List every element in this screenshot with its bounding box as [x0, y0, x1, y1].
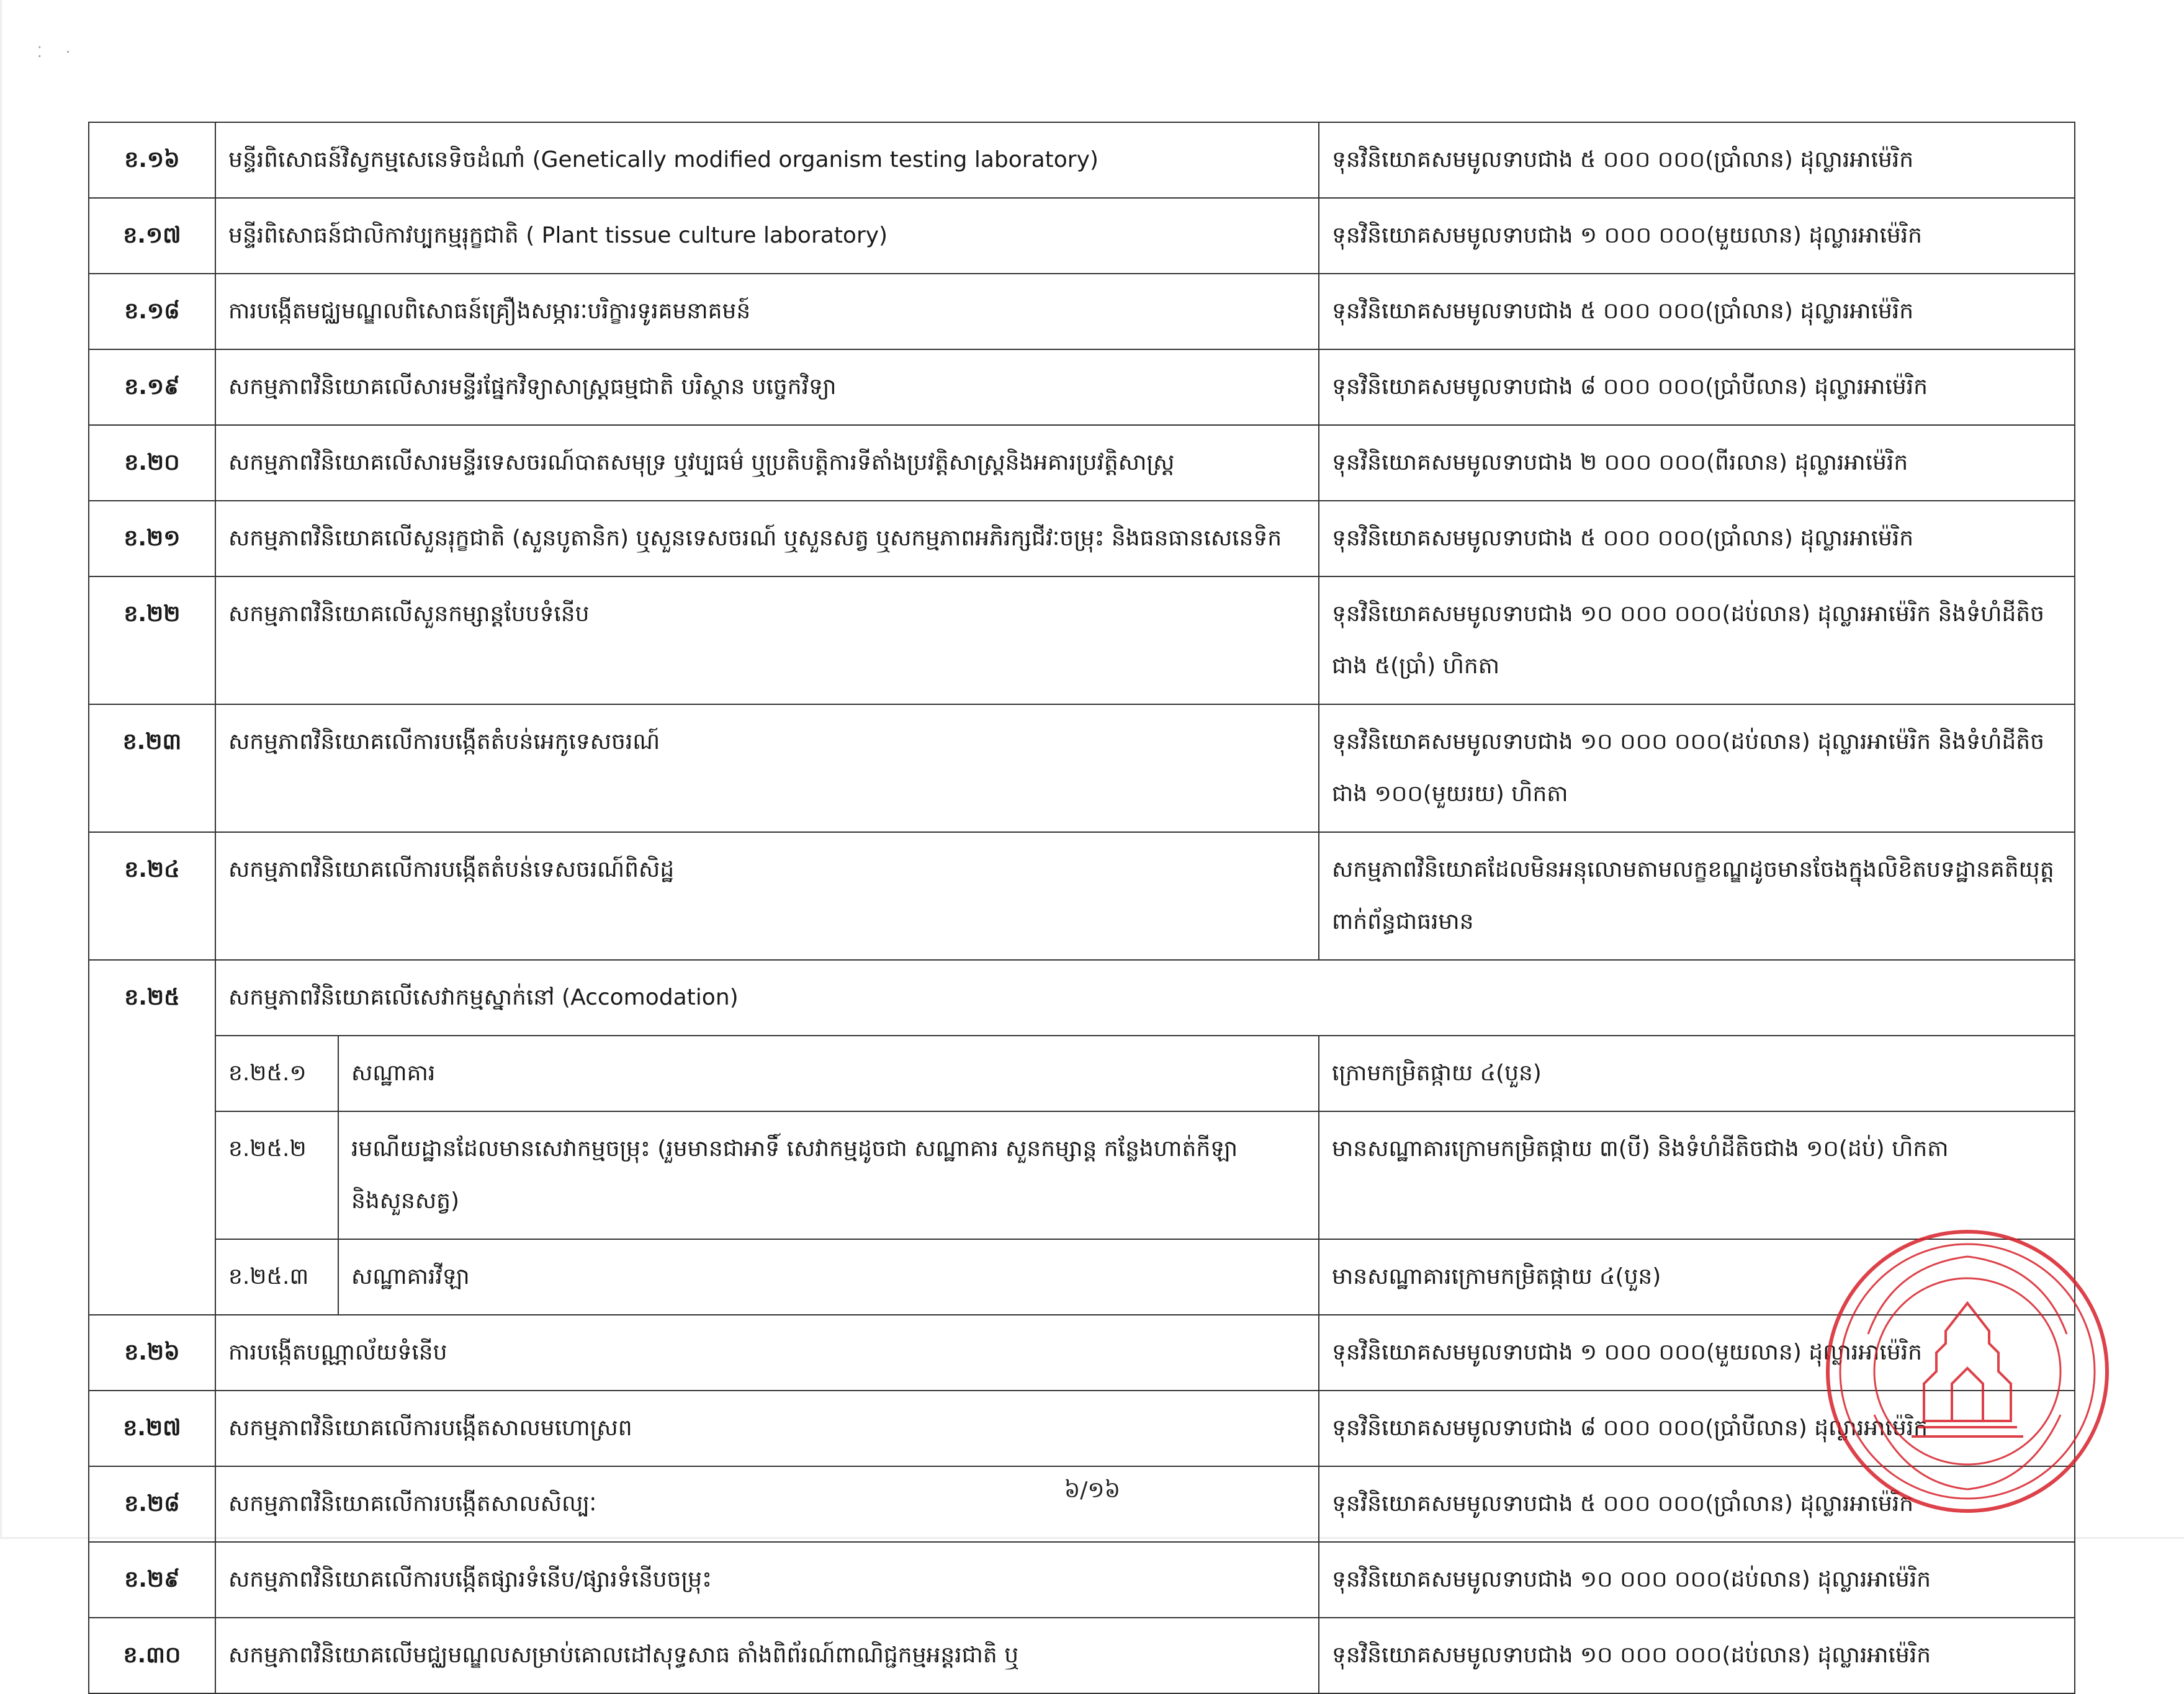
table-subrow: [89, 1036, 2075, 1111]
activity-cell: សកម្មភាពវិនិយោគលើមជ្ឈមណ្ឌលសម្រាប់គោលដៅសុទ្ធសាធ តាំងពិព័រណ៍ពាណិជ្ជកម្មអន្តរជាតិ ឬ: [215, 1618, 1319, 1693]
condition-cell: ទុនវិនិយោគសមមូលទាបជាង ១០ ០០០ ០០០(ដប់លាន) ដុល្លារអាម៉េរិក: [1319, 1618, 2075, 1693]
condition-cell: ទុនវិនិយោគសមមូលទាបជាង ១ ០០០ ០០០(មួយលាន) ដុល្លារអាម៉េរិក: [1319, 1315, 2075, 1391]
official-seal-stamp: [1818, 1222, 2116, 1520]
activity-cell: សកម្មភាពវិនិយោគលើការបង្កើតតំបន់ទេសចរណ៍ពិសិដ្ឋ: [215, 832, 1319, 960]
table-subrow: [89, 1111, 2075, 1239]
activity-cell: មន្ទីរពិសោធន៍ជាលិកាវប្បកម្មរុក្ខជាតិ ( Plant tissue culture laboratory): [215, 198, 1319, 274]
row-number: ខ.២១: [89, 501, 215, 576]
row-number: ខ.២៨: [89, 1466, 215, 1542]
row-number: ខ.២៣: [89, 704, 215, 832]
angkor-temple-emblem: [1912, 1303, 2023, 1436]
row-number: ខ.២៩: [89, 1542, 215, 1618]
page-number: ៦/១៦: [1064, 1477, 1121, 1503]
row-number: ខ.២០: [89, 425, 215, 501]
table-row: [89, 274, 2075, 349]
activity-cell: សកម្មភាពវិនិយោគលើសារមន្ទីរផ្នែកវិទ្យាសាស្ត្រធម្មជាតិ បរិស្ថាន បច្ចេកវិទ្យា: [215, 349, 1319, 425]
table-row: [89, 1315, 2075, 1391]
group-activity-cell: សកម្មភាពវិនិយោគលើសេវាកម្មស្នាក់នៅ (Accomodation): [215, 960, 2075, 1036]
activity-cell: សកម្មភាពវិនិយោគលើការបង្កើតសាលសិល្បៈ: [215, 1466, 1319, 1542]
row-number: ខ.១៦: [89, 122, 215, 198]
condition-cell: ទុនវិនិយោគសមមូលទាបជាង ៥ ០០០ ០០០(ប្រាំលាន) ដុល្លារអាម៉េរិក: [1319, 1466, 2075, 1542]
condition-cell: ទុនវិនិយោគសមមូលទាបជាង ១ ០០០ ០០០(មួយលាន) ដុល្លារអាម៉េរិក: [1319, 198, 2075, 274]
activity-cell: សកម្មភាពវិនិយោគលើការបង្កើតតំបន់អេកូទេសចរណ៍: [215, 704, 1319, 832]
subrow-number: ខ.២៥.១: [215, 1036, 338, 1111]
table-row: [89, 1618, 2075, 1693]
stamp-lettering: [1868, 1257, 2067, 1489]
row-number: ខ.២២: [89, 576, 215, 704]
row-number: ខ.១៨: [89, 274, 215, 349]
row-number: ខ.៣០: [89, 1618, 215, 1693]
table-row: [89, 501, 2075, 576]
subrow-number: ខ.២៥.២: [215, 1111, 338, 1239]
condition-cell: ទុនវិនិយោគសមមូលទាបជាង ១០ ០០០ ០០០(ដប់លាន) ដុល្លារអាម៉េរិក និងទំហំដីតិចជាង ១០០(មួយរយ) ហិកតា: [1319, 704, 2075, 832]
table-row: [89, 832, 2075, 960]
subrow-condition-cell: មានសណ្ឋាគារក្រោមកម្រិតផ្កាយ ៤(បួន): [1319, 1239, 2075, 1315]
condition-cell: ទុនវិនិយោគសមមូលទាបជាង ៥ ០០០ ០០០(ប្រាំលាន) ដុល្លារអាម៉េរិក: [1319, 122, 2075, 198]
activity-cell: សកម្មភាពវិនិយោគលើការបង្កើតសាលមហោស្រព: [215, 1391, 1319, 1466]
subrow-condition-cell: ក្រោមកម្រិតផ្កាយ ៤(បួន): [1319, 1036, 2075, 1111]
row-number: ខ.១៧: [89, 198, 215, 274]
activity-cell: សកម្មភាពវិនិយោគលើការបង្កើតផ្សារទំនើប/ផ្សារទំនើបចម្រុះ: [215, 1542, 1319, 1618]
activity-cell: មន្ទីរពិសោធន៍វិស្វកម្មសេនេទិចដំណាំ (Genetically modified organism testing laboratory): [215, 122, 1319, 198]
table-row-group-header: [89, 960, 2075, 1036]
condition-cell: ទុនវិនិយោគសមមូលទាបជាង ១០ ០០០ ០០០(ដប់លាន) ដុល្លារអាម៉េរិក: [1319, 1542, 2075, 1618]
table-row: [89, 349, 2075, 425]
table-row: [89, 198, 2075, 274]
activity-cell: សកម្មភាពវិនិយោគលើសួនកម្សាន្តបែបទំនើប: [215, 576, 1319, 704]
table-subrow: [89, 1239, 2075, 1315]
stamp-outer-ring: [1828, 1232, 2107, 1511]
row-number: ខ.២៧: [89, 1391, 215, 1466]
activity-cell: ការបង្កើតបណ្ណាល័យទំនើប: [215, 1315, 1319, 1391]
table-row: [89, 122, 2075, 198]
condition-cell: ទុនវិនិយោគសមមូលទាបជាង ៨ ០០០ ០០០(ប្រាំបីលាន) ដុល្លារអាម៉េរិក: [1319, 349, 2075, 425]
row-number: ខ.២៦: [89, 1315, 215, 1391]
table-row: [89, 704, 2075, 832]
condition-cell: ទុនវិនិយោគសមមូលទាបជាង ៨ ០០០ ០០០(ប្រាំបីលាន) ដុល្លារអាម៉េរិក: [1319, 1391, 2075, 1466]
activity-cell: សកម្មភាពវិនិយោគលើសួនរុក្ខជាតិ (សួនបូតានិក) ឬសួនទេសចរណ៍ ឬសួនសត្វ ឬសកម្មភាពអភិរក្សជីវៈចម្រុះ និងធនធានសេនេទិក: [215, 501, 1319, 576]
row-number: ខ.២៤: [89, 832, 215, 960]
subrow-condition-cell: មានសណ្ឋាគារក្រោមកម្រិតផ្កាយ ៣(បី) និងទំហំដីតិចជាង ១០(ដប់) ហិកតា: [1319, 1111, 2075, 1239]
subrow-activity-cell: រមណីយដ្ឋានដែលមានសេវាកម្មចម្រុះ (រួមមានជាអាទិ៍ សេវាកម្មដូចជា សណ្ឋាគារ សួនកម្សាន្ត កន្លែងហាត់កីឡា និងសួនសត្វ): [338, 1111, 1319, 1239]
investment-activities-table: [88, 122, 2075, 1694]
scan-specks: ⁚ ·: [37, 43, 71, 61]
table-row: [89, 425, 2075, 501]
condition-cell: ទុនវិនិយោគសមមូលទាបជាង ៥ ០០០ ០០០(ប្រាំលាន) ដុល្លារអាម៉េរិក: [1319, 501, 2075, 576]
activity-cell: សកម្មភាពវិនិយោគលើសារមន្ទីរទេសចរណ៍បាតសមុទ្រ ឬវប្បធម៌ ឬប្រតិបត្តិការទីតាំងប្រវត្តិសាស្ត្រនិងអគារប្រវត្តិសាស្ត្រ: [215, 425, 1319, 501]
subrow-activity-cell: សណ្ឋាគារវីឡា: [338, 1239, 1319, 1315]
subrow-activity-cell: សណ្ឋាគារ: [338, 1036, 1319, 1111]
stamp-inner-ring: [1840, 1244, 2095, 1499]
condition-cell: ទុនវិនិយោគសមមូលទាបជាង ២ ០០០ ០០០(ពីរលាន) ដុល្លារអាម៉េរិក: [1319, 425, 2075, 501]
row-number: ខ.២៥: [89, 960, 215, 1315]
table-row: [89, 1391, 2075, 1466]
condition-cell: ទុនវិនិយោគសមមូលទាបជាង ១០ ០០០ ០០០(ដប់លាន) ដុល្លារអាម៉េរិក និងទំហំដីតិចជាង ៥(ប្រាំ) ហិកតា: [1319, 576, 2075, 704]
condition-cell: សកម្មភាពវិនិយោគដែលមិនអនុលោមតាមលក្ខខណ្ឌដូចមានចែងក្នុងលិខិតបទដ្ឋានគតិយុត្តពាក់ព័ន្ធជាធរមាន: [1319, 832, 2075, 960]
table-row: [89, 1542, 2075, 1618]
subrow-number: ខ.២៥.៣: [215, 1239, 338, 1315]
activity-cell: ការបង្កើតមជ្ឈមណ្ឌលពិសោធន៍គ្រឿងសម្ភារៈបរិក្ខារទូរគមនាគមន៍: [215, 274, 1319, 349]
table-row: [89, 576, 2075, 704]
condition-cell: ទុនវិនិយោគសមមូលទាបជាង ៥ ០០០ ០០០(ប្រាំលាន) ដុល្លារអាម៉េរិក: [1319, 274, 2075, 349]
row-number: ខ.១៩: [89, 349, 215, 425]
